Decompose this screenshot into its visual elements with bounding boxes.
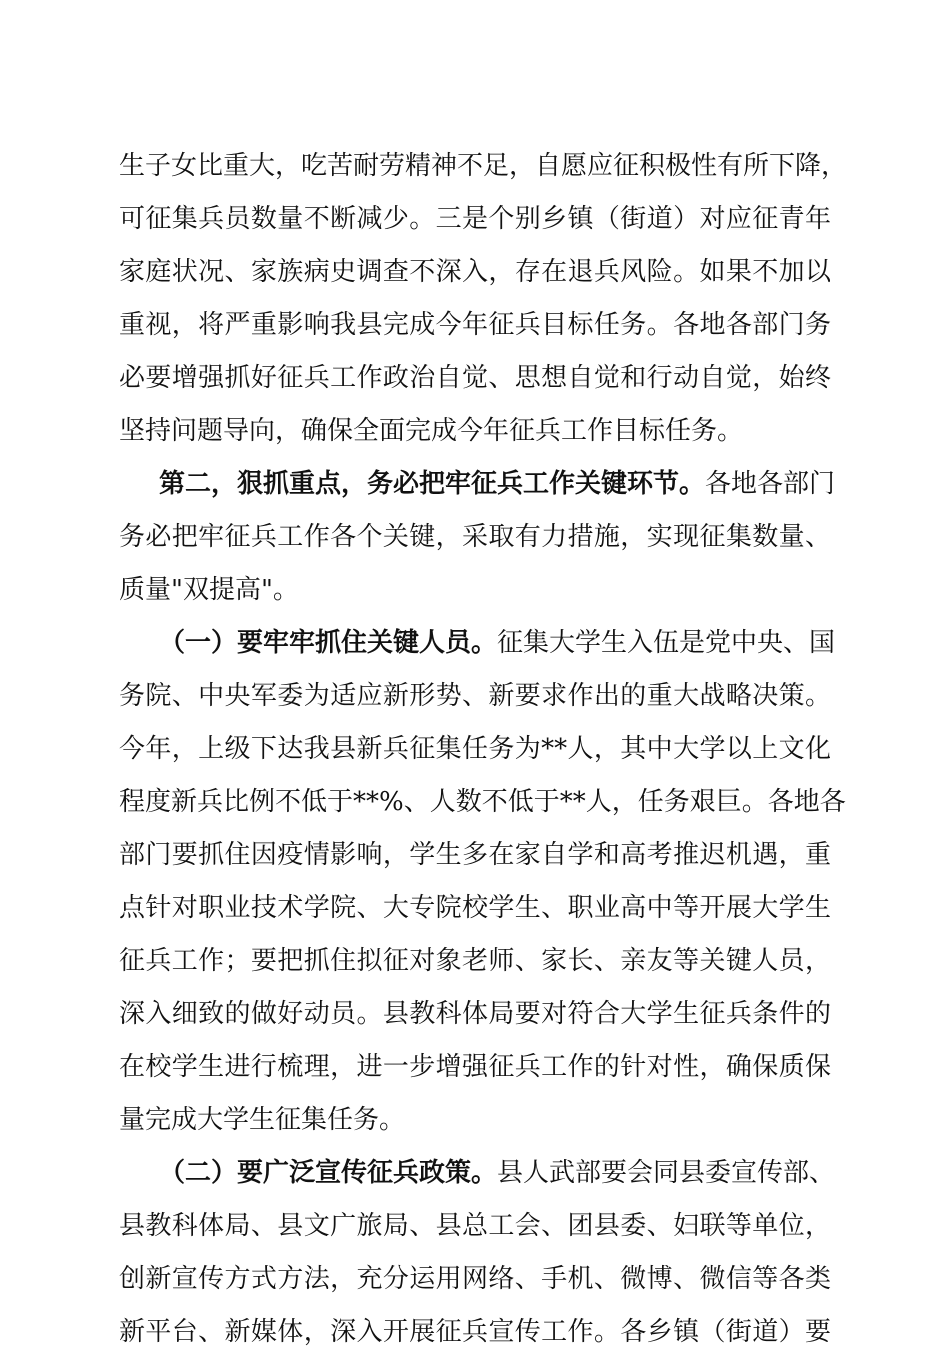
paragraph-4: [119, 1147, 836, 1359]
text-line: 县教科体局、县文广旅局、县总工会、团县委、妇联等单位，: [119, 1211, 831, 1241]
text-line: 质量"双提高"。: [119, 575, 299, 605]
text-line: 重视，将严重影响我县完成今年征兵目标任务。各地各部门务: [119, 310, 831, 340]
text-line: [119, 458, 836, 511]
text-line: 在校学生进行梳理，进一步增强征兵工作的针对性，确保质保: [119, 1052, 831, 1082]
subsection-heading: （二）要广泛宣传征兵政策。: [159, 1158, 498, 1188]
text-line: 务院、中央军委为适应新形势、新要求作出的重大战略决策。: [119, 681, 831, 711]
text-line: 程度新兵比例不低于**%、人数不低于**人，任务艰巨。各地各: [119, 787, 846, 817]
text-line: 点针对职业技术学院、大专院校学生、职业高中等开展大学生: [119, 893, 831, 923]
text-line: 新平台、新媒体，深入开展征兵宣传工作。各乡镇（街道）要: [119, 1317, 831, 1347]
paragraph-2: [119, 458, 836, 617]
text-line: 必要增强抓好征兵工作政治自觉、思想自觉和行动自觉，始终: [119, 363, 831, 393]
text-run: 各地各部门: [705, 469, 836, 499]
text-line: 生子女比重大，吃苦耐劳精神不足，自愿应征积极性有所下降，: [119, 151, 848, 181]
text-run: 征集大学生入伍是党中央、国: [497, 628, 836, 658]
text-line: 量完成大学生征集任务。: [119, 1105, 406, 1135]
text-line: 坚持问题导向，确保全面完成今年征兵工作目标任务。: [119, 416, 744, 446]
document-body: [119, 140, 848, 1359]
text-line: 家庭状况、家族病史调查不深入，存在退兵风险。如果不加以: [119, 257, 831, 287]
text-line: [119, 617, 836, 670]
text-line: 深入细致的做好动员。县教科体局要对符合大学生征兵条件的: [119, 999, 831, 1029]
text-run: 县人武部要会同县委宣传部、: [497, 1158, 836, 1188]
text-line: 部门要抓住因疫情影响，学生多在家自学和高考推迟机遇，重: [119, 840, 831, 870]
text-line: 务必把牢征兵工作各个关键，采取有力措施，实现征集数量、: [119, 522, 831, 552]
text-line: 创新宣传方式方法，充分运用网络、手机、微博、微信等各类: [119, 1264, 831, 1294]
subsection-heading: （一）要牢牢抓住关键人员。: [159, 628, 498, 658]
paragraph-1: [119, 140, 848, 458]
section-heading: 第二，狠抓重点，务必把牢征兵工作关键环节。: [159, 469, 706, 499]
text-line: 今年，上级下达我县新兵征集任务为**人，其中大学以上文化: [119, 734, 831, 764]
paragraph-3: [119, 617, 846, 1147]
text-line: 可征集兵员数量不断减少。三是个别乡镇（街道）对应征青年: [119, 204, 831, 234]
text-line: 征兵工作；要把抓住拟征对象老师、家长、亲友等关键人员，: [119, 946, 831, 976]
text-line: [119, 1147, 836, 1200]
